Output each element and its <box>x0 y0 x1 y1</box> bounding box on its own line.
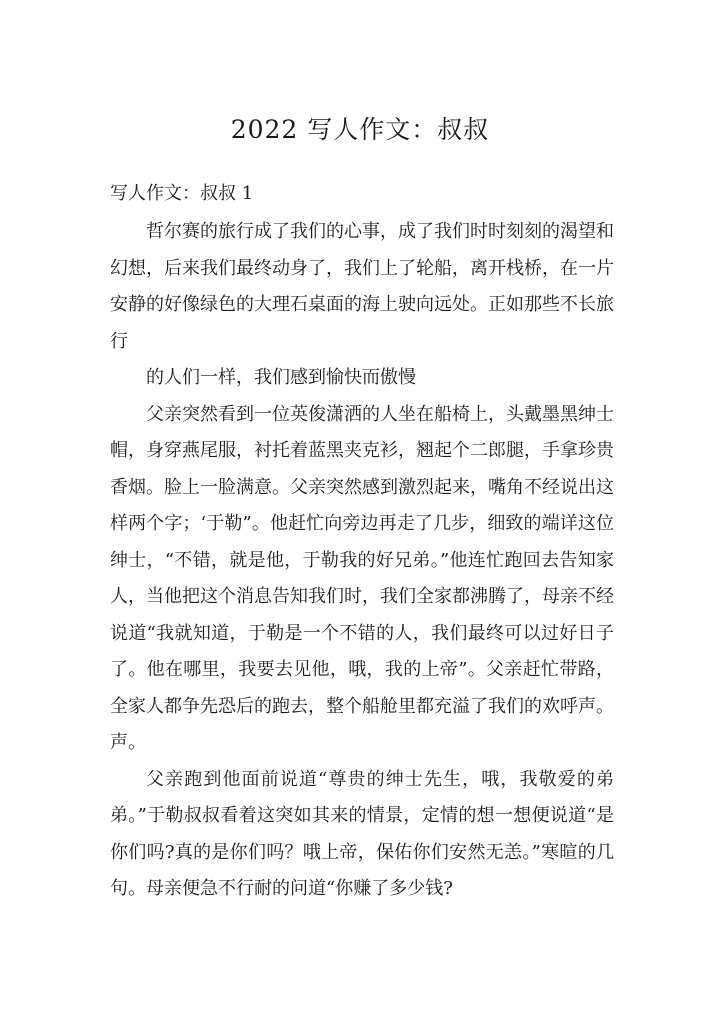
document-body <box>110 214 614 908</box>
paragraph: 父亲突然看到一位英俊潇洒的人坐在船椅上，头戴墨黑绅士帽，身穿燕尾服，衬托着蓝黑夹克衫，翘起个二郎腿，手拿珍贵香烟。脸上一脸满意。父亲突然感到激烈起来，嘴角不经说出这样两个字；‘于勒”。他赶忙向旁边再走了几步，细致的端详这位绅士，“不错，就是他，于勒我的好兄弟。”他连忙跑回去告知家人，当他把这个消息告知我们时，我们全家都沸腾了，母亲不经说道“我就知道，于勒是一个不错的人，我们最终可以过好日子了。他在哪里，我要去见他，哦，我的上帝”。父亲赶忙带路，全家人都争先恐后的跑去，整个船舱里都充溢了我们的欢呼声。声。 <box>110 403 614 753</box>
document-subtitle: 写人作文：叔叔 1 <box>110 183 254 204</box>
paragraph: 哲尔赛的旅行成了我们的心事，成了我们时时刻刻的渴望和幻想，后来我们最终动身了，我们上了轮船，离开栈桥，在一片安静的好像绿色的大理石桌面的海上驶向远处。正如那些不长旅行 <box>110 221 614 352</box>
paragraph: 的人们一样，我们感到愉快而傲慢 <box>146 367 416 388</box>
document-title: 2022 写人作文：叔叔 <box>230 115 490 144</box>
paragraph: 父亲跑到他面前说道“尊贵的绅士先生，哦，我敬爱的弟弟。”于勒叔叔看着这突如其来的情景，定情的想一想便说道“是你们吗?真的是你们吗？哦上帝，保佑你们安然无恙。”寒暄的几句。母亲便急不行耐的问道“你赚了多少钱? <box>110 768 614 899</box>
